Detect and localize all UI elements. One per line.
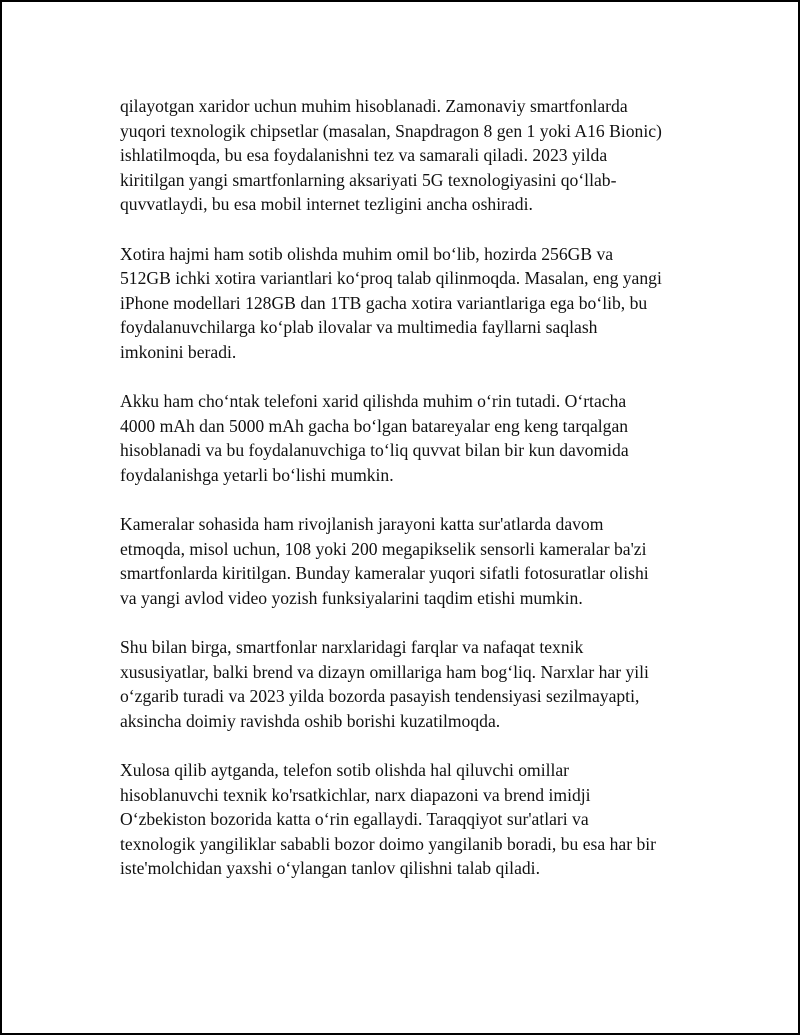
paragraph-3: Akku ham cho‘ntak telefoni xarid qilishda muhim o‘rin tutadi. O‘rtacha 4000 mAh dan 5000 mAh gacha bo‘lgan batareyalar eng keng tarqalgan hisoblanadi va bu foydalanuvchiga to‘liq quvvat bilan bir kun davomida foydalanishga yetarli bo‘lishi mumkin. — [120, 391, 629, 485]
paragraph-6: Xulosa qilib aytganda, telefon sotib olishda hal qiluvchi omillar hisoblanuvchi texnik ko'rsatkichlar, narx diapazoni va brend imidji O‘zbekiston bozorida katta o‘rin egallaydi. Taraqqiyot sur'atlari va texnologik yangiliklar sababli bozor doimo yangilanib boradi, bu esa har bir iste'molchidan yaxshi o‘ylangan tanlov qilishni talab qiladi. — [120, 760, 656, 879]
paragraph-4: Kameralar sohasida ham rivojlanish jarayoni katta sur'atlarda davom etmoqda, misol uchun, 108 yoki 200 megapikselik sensorli kameralar ba'zi smartfonlarda kiritilgan. Bunday kameralar yuqori sifatli fotosuratlar olishi va yangi avlod video yozish funksiyalarini taqdim etishi mumkin. — [120, 514, 649, 608]
paragraph-5: Shu bilan birga, smartfonlar narxlaridagi farqlar va nafaqat texnik xususiyatlar, balki brend va dizayn omillariga ham bog‘liq. Narxlar har yili o‘zgarib turadi va 2023 yilda bozorda pasayish tendensiyasi sezilmayapti, aksincha doimiy ravishda oshib borishi kuzatilmoqda. — [120, 637, 649, 731]
paragraph-1: qilayotgan xaridor uchun muhim hisoblanadi. Zamonaviy smartfonlarda yuqori texnologik chipsetlar (masalan, Snapdragon 8 gen 1 yoki A16 Bionic) ishlatilmoqda, bu esa foydalanishni tez va samarali qiladi. 2023 yilda kiritilgan yangi smartfonlarning aksariyati 5G texnologiyasini qo‘llab- quvvatlaydi, bu esa mobil internet tezligini ancha oshiradi. — [120, 96, 662, 215]
document-body — [120, 94, 690, 906]
paragraph-2: Xotira hajmi ham sotib olishda muhim omil bo‘lib, hozirda 256GB va 512GB ichki xotira variantlari ko‘proq talab qilinmoqda. Masalan, eng yangi iPhone modellari 128GB dan 1TB gacha xotira variantlariga ega bo‘lib, bu foydalanuvchilarga ko‘plab ilovalar va multimedia fayllarni saqlash imkonini beradi. — [120, 243, 662, 362]
